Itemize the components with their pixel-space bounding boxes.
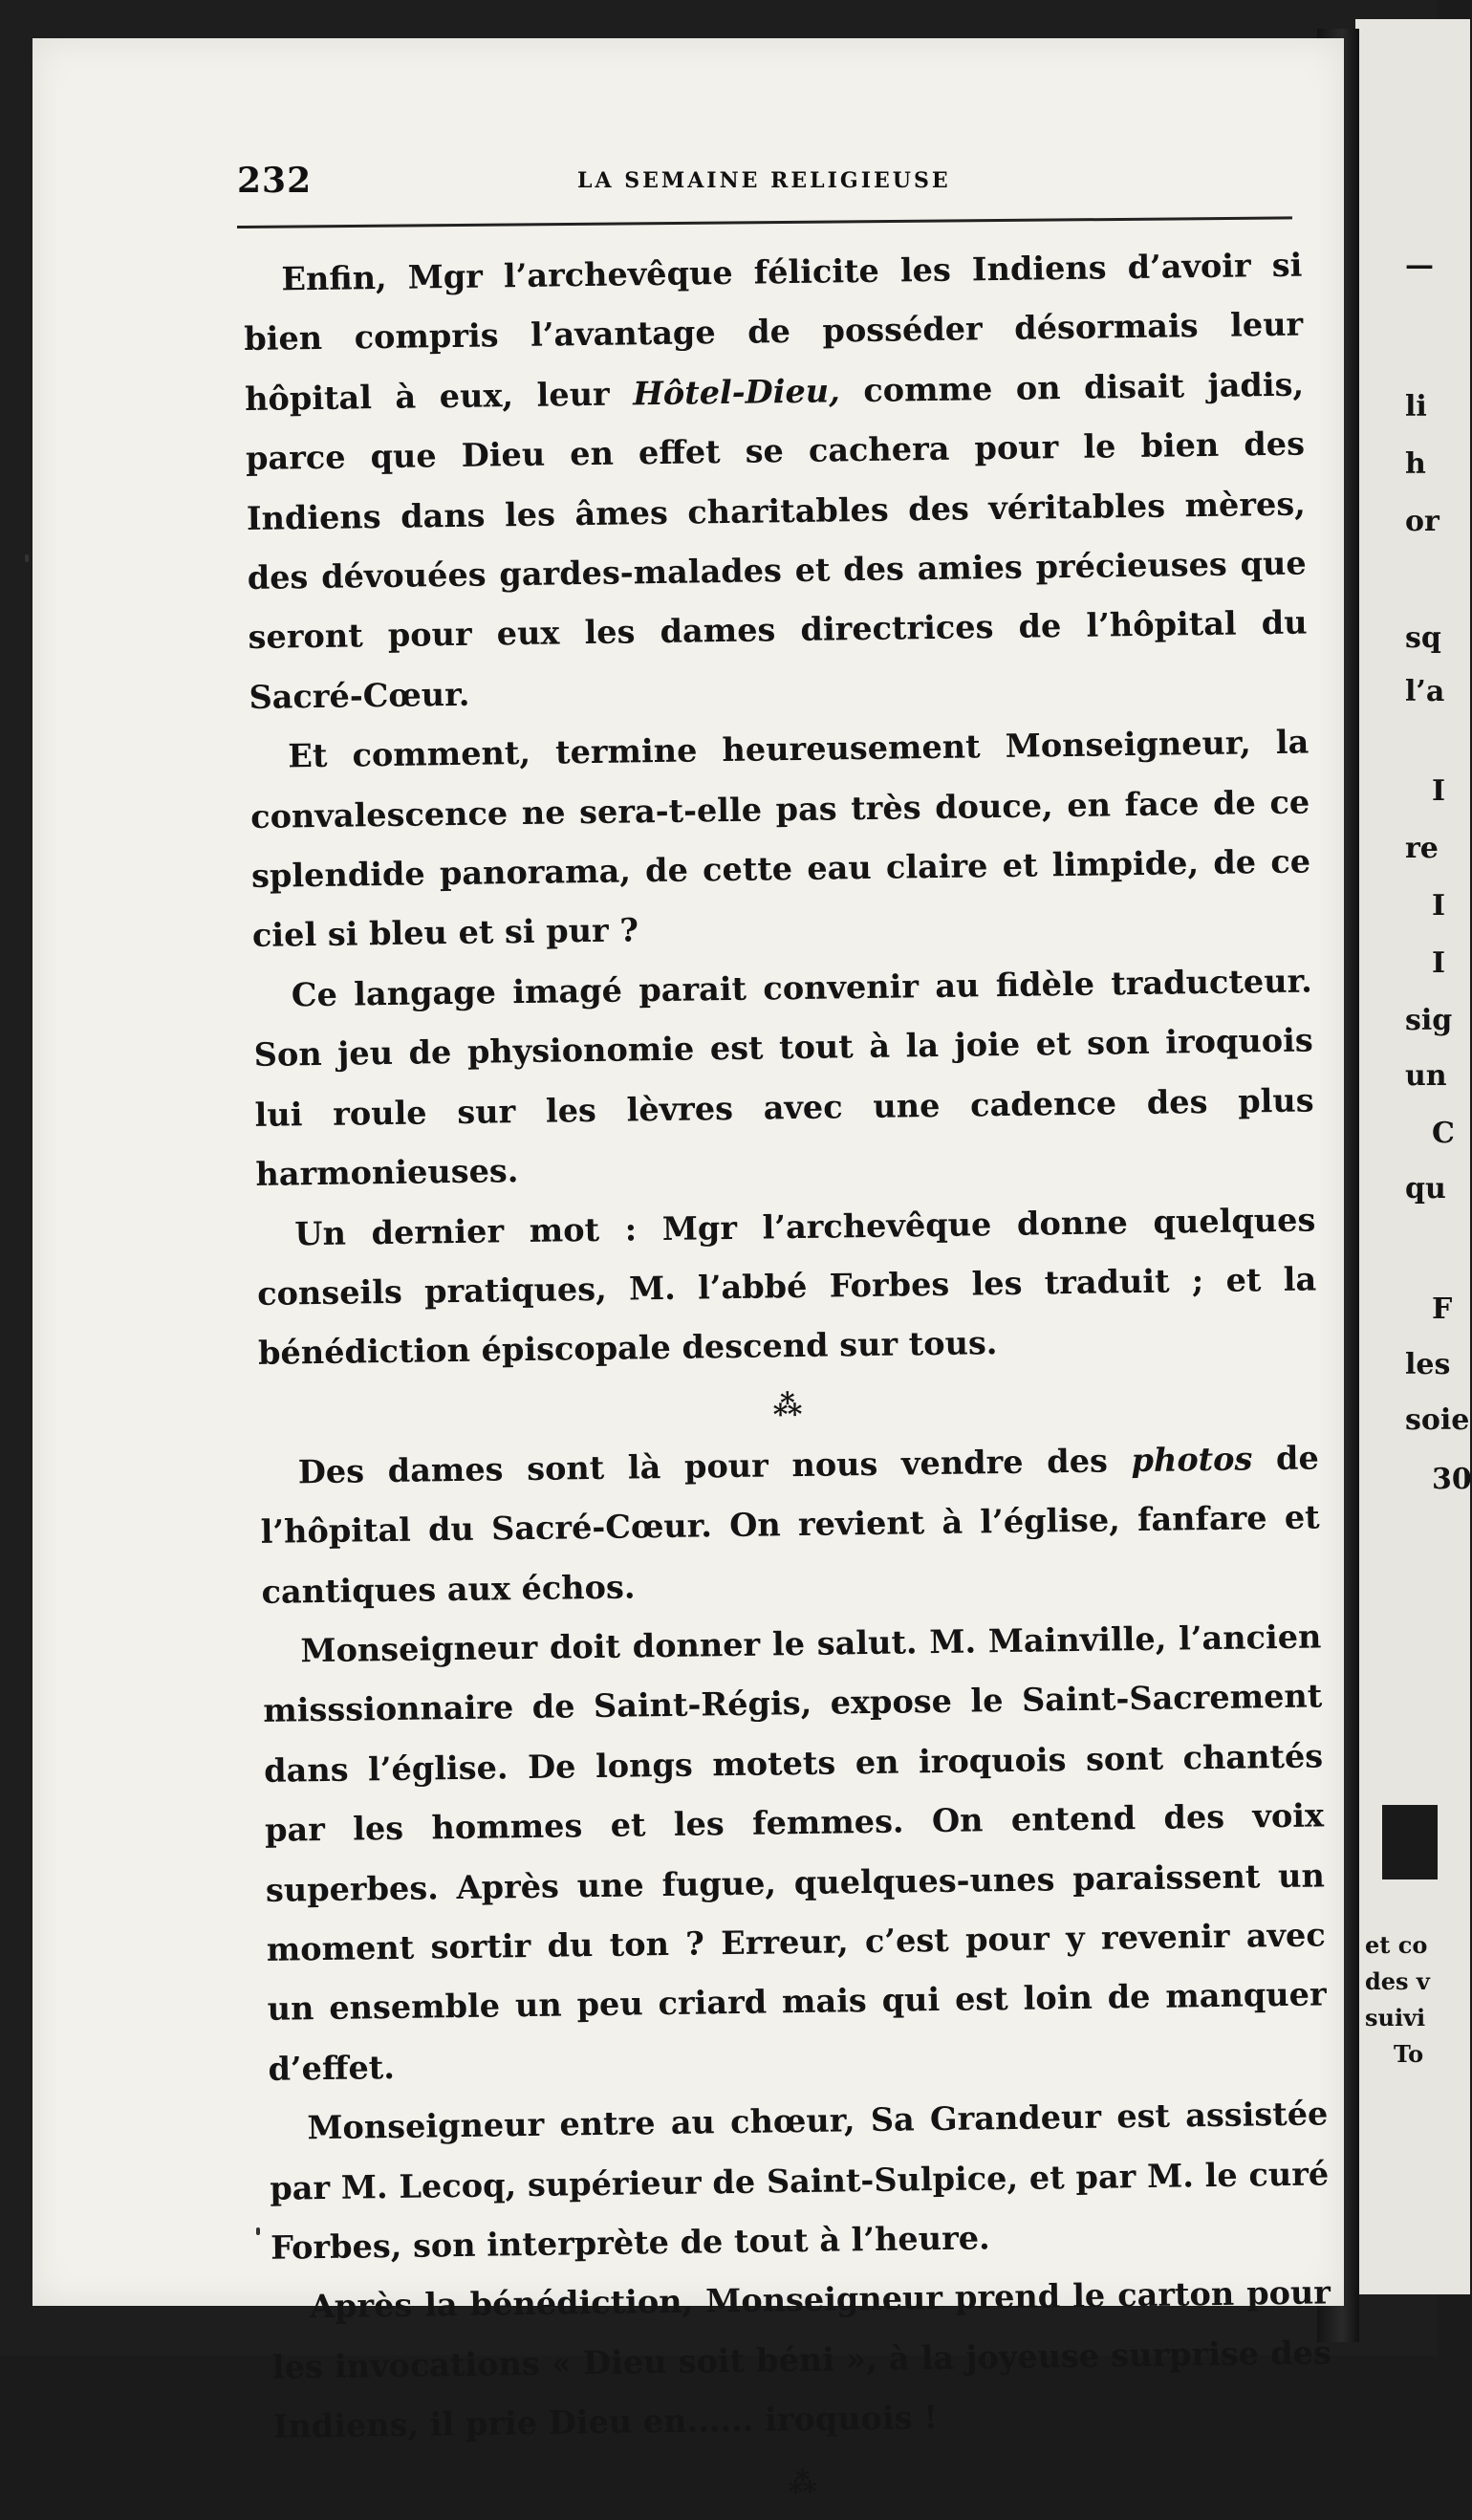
facing-page-fragment: l’a [1405,675,1445,708]
facing-page-fragment: sq [1405,621,1441,655]
facing-page-fragment: I [1432,946,1446,980]
facing-page-fragment: soie [1405,1403,1470,1437]
running-title: LA SEMAINE RELIGIEUSE [577,168,951,193]
emphasis: photos [1131,1440,1253,1479]
facing-page-fragment: suivi [1365,2004,1426,2031]
paragraph: Monseigneur entre au chœur, Sa Grandeur est assistée par M. Lecoq, supérieur de Saint-Sulpice, et par M. le curé Forbes, son interprète de tout à l’heure. [270,2095,1330,2267]
facing-page-fragment: et co [1365,1931,1428,1959]
facing-page [1355,19,1470,2294]
scan-speck [256,2227,260,2235]
page-number: 232 [237,161,313,201]
facing-page-fragment: re [1405,832,1439,865]
facing-page-fragment: I [1432,889,1446,923]
paragraph: Monseigneur doit donner le salut. M. Mainville, l’ancien misssionnaire de Saint-Régis, expose le Saint-Sacrement dans l’église. De longs motets en iroquois sont chantés par les hommes et les femmes. On entend des voix superbes. Après une fugue, quelques-unes paraissent un moment sortir du ton ? Erreur, c’est pour y revenir avec un ensemble un peu criard mais qui est loin de manquer d’effet. [263,1618,1327,2088]
facing-page-fragment: F [1432,1293,1453,1326]
facing-page-fragment: I [1432,774,1446,808]
paragraph: Enfin, Mgr l’archevêque félicite les Indiens d’avoir si bien compris l’avantage de posséder désormais leur hôpital à eux, leur Hôtel-Dieu, comme on disait jadis, parce que Dieu en effet se cachera pour le bien des Indiens dans les âmes charitables des véritables mères, des dévouées gardes-malades et des amies précieuses que seront pour eux les dames directrices de l’hôpital du Sacré-Cœur. [244,246,1308,716]
facing-page-fragment: — [1405,249,1434,282]
paragraph: Des dames sont là pour nous vendre des photos de l’hôpital du Sacré-Cœur. On revient à l’église, fanfare et cantiques aux échos. [260,1439,1320,1611]
facing-page-fragment: To [1394,2040,1424,2068]
facing-page-fragment: sig [1405,1004,1453,1037]
paragraph: Ce langage imagé parait convenir au fidèle traducteur. Son jeu de physionomie est tout à la joie et son iroquois lui roule sur les lèvres avec une cadence des plus harmonieuses. [253,962,1314,1193]
facing-page-fragment: des v [1365,1967,1430,1995]
facing-page-fragment: li [1405,390,1427,424]
facing-page-fragment: 30 [1432,1463,1472,1496]
paragraph: Un dernier mot : Mgr l’archevêque donne quelques conseils pratiques, M. l’abbé Forbes les traduit ; et la bénédiction épiscopale descend sur tous. [256,1200,1317,1373]
emphasis: Hôtel-Dieu, [632,372,841,413]
asterism-divider: ⁂ [788,2466,820,2500]
page-header [237,161,1298,214]
facing-page-fragment: les [1405,1348,1451,1381]
facing-page-fragment: or [1405,505,1440,538]
scan-speck [25,554,29,562]
paragraph: Après la bénédiction, Monseigneur prend le carton pour les invocations « Dieu soit béni », à la joyeuse surprise des Indiens, il prie Dieu en...... iroquois ! [271,2273,1332,2445]
asterism-divider: ⁂ [772,1388,805,1423]
paragraph: Et comment, termine heureusement Monseigneur, la convalescence ne sera-t-elle pas très douce, en face de ce splendide panorama, de cette eau claire et limpide, de ce ciel si bleu et si pur ? [249,723,1311,955]
facing-page-fragment: un [1405,1059,1447,1093]
body-text [243,236,1333,2520]
facing-page-fragment: h [1405,447,1426,481]
facing-page-fragment: C [1432,1117,1455,1150]
drop-cap-ornament [1382,1805,1438,1879]
facing-page-fragment: qu [1405,1172,1446,1206]
